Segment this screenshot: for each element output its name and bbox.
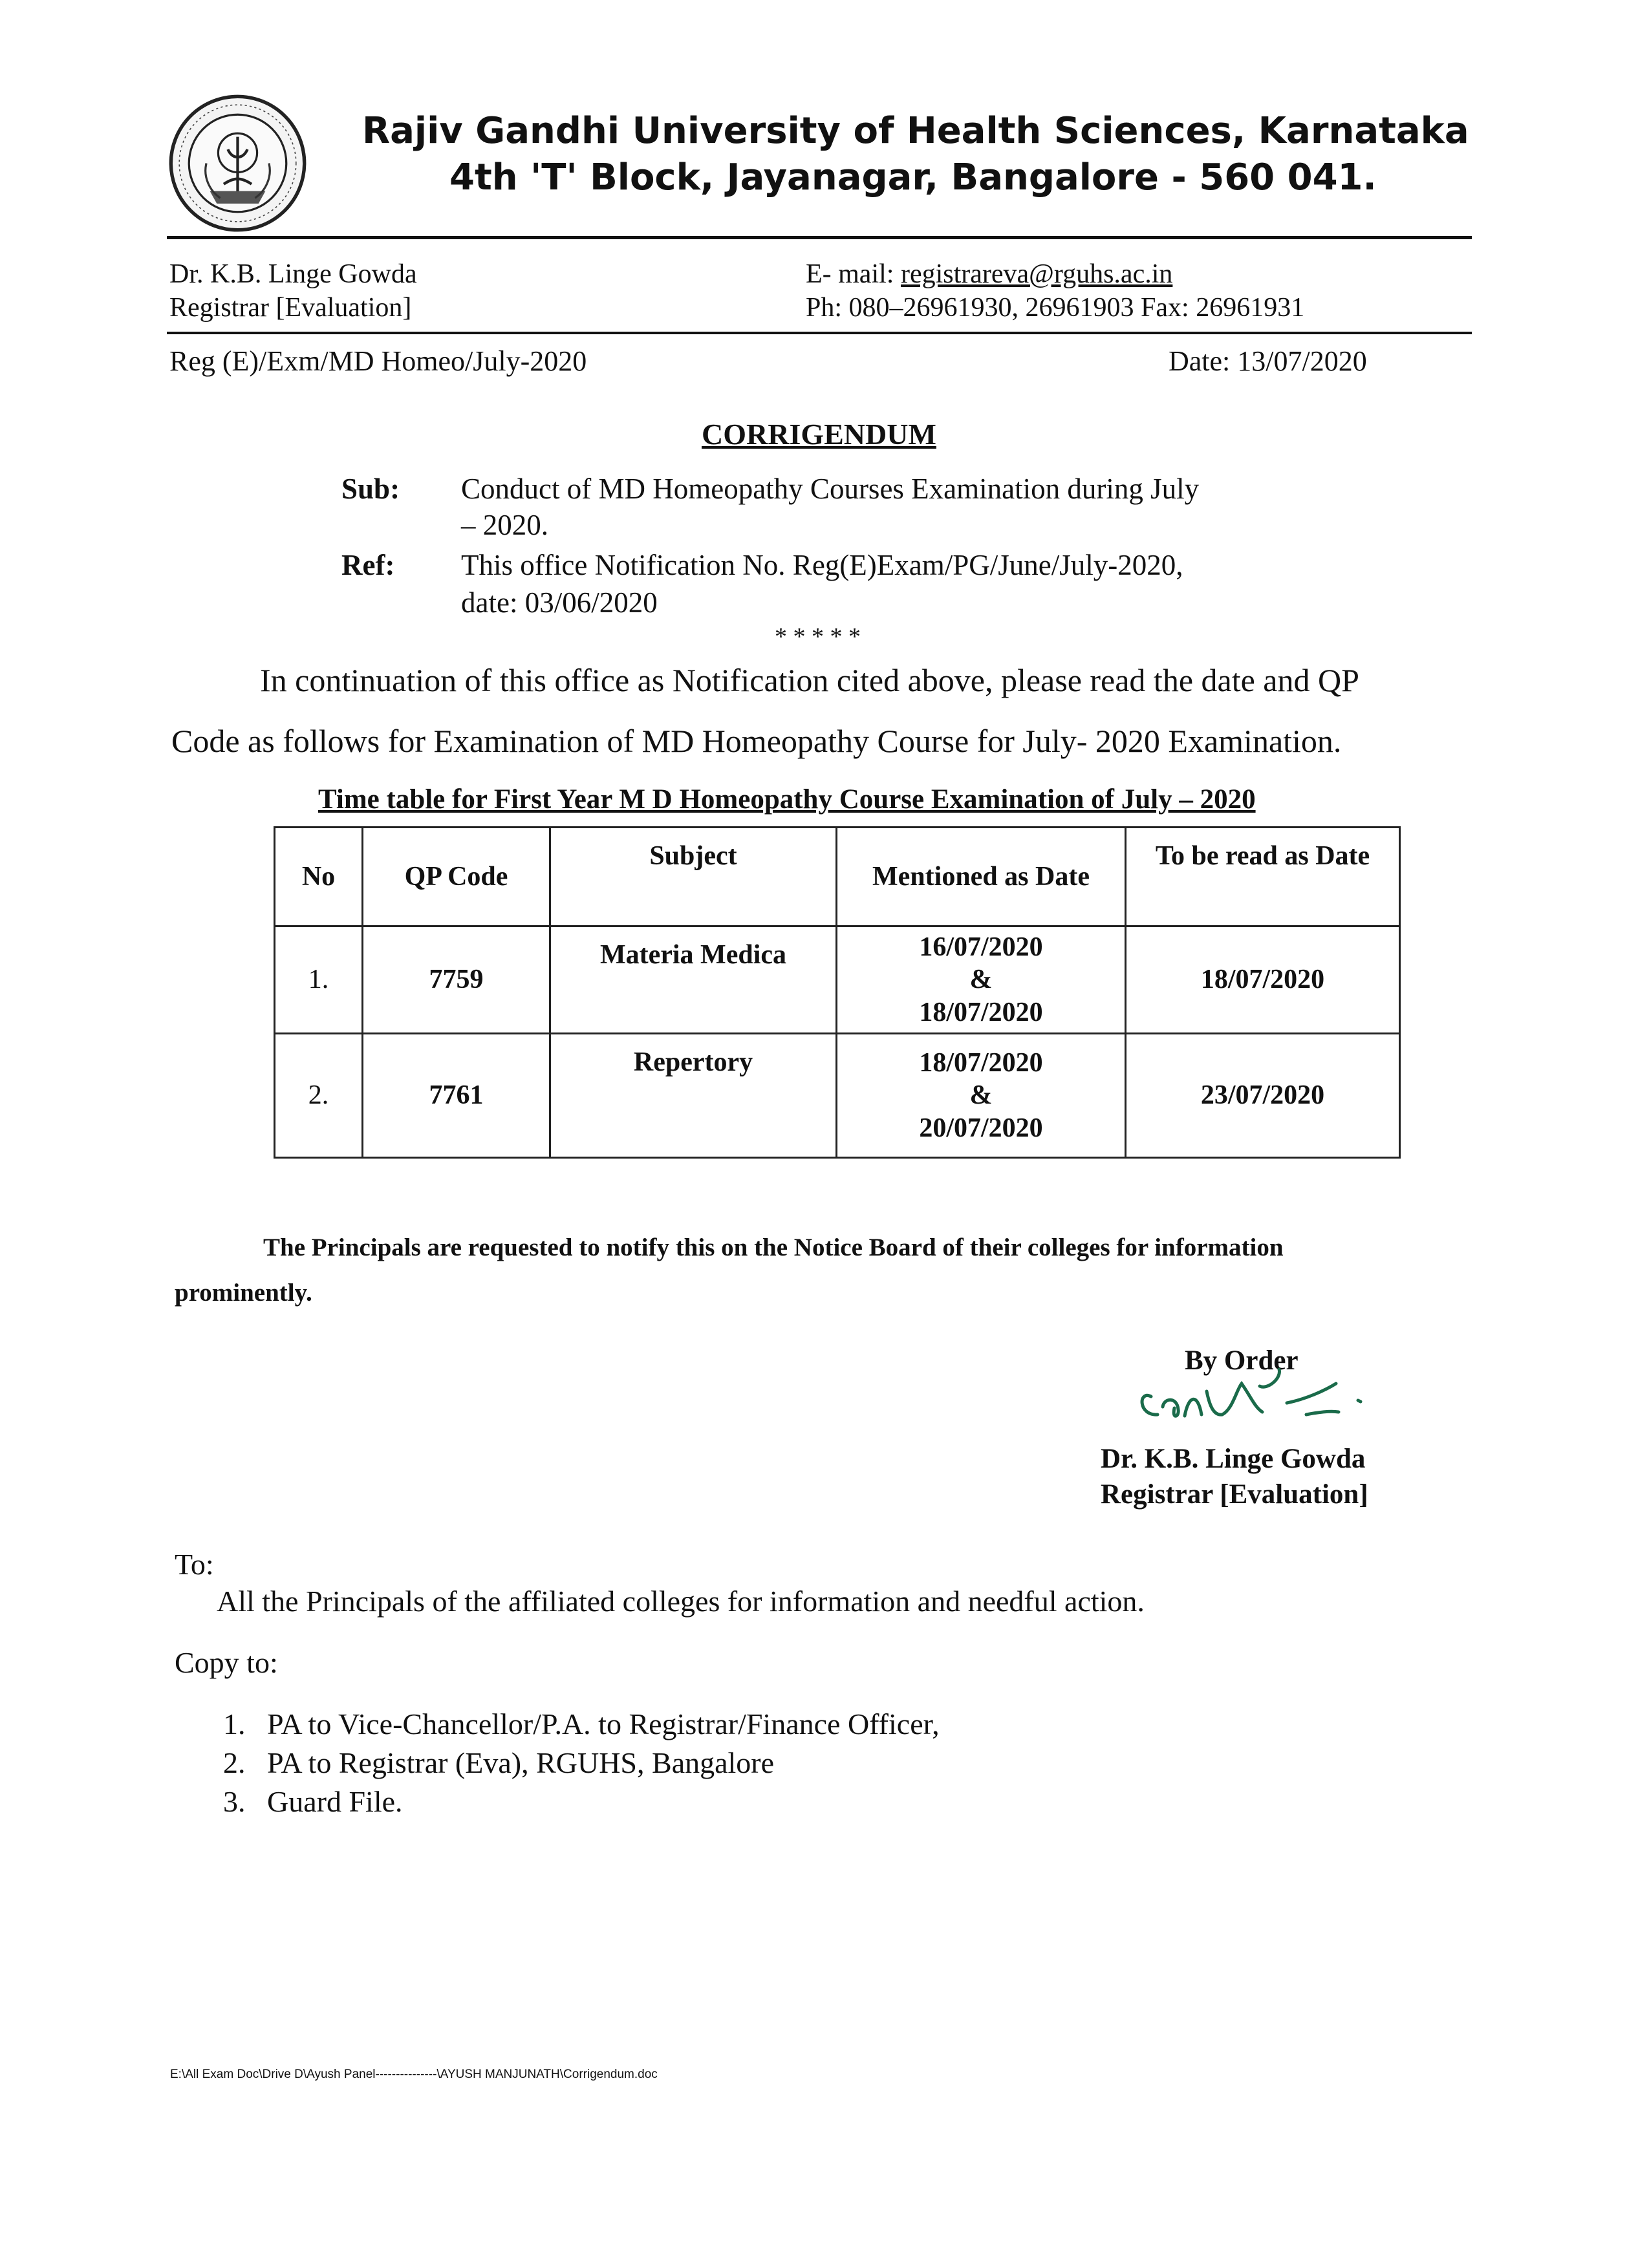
- mentioned-amp: &: [969, 1080, 993, 1111]
- notice-line-1: The Principals are requested to notify this on the Notice Board of their colleges for information: [263, 1234, 1284, 1261]
- subject-label: Sub:: [341, 473, 400, 505]
- copy-to-label: Copy to:: [175, 1646, 278, 1679]
- corrigendum-heading: CORRIGENDUM: [702, 418, 936, 451]
- university-address: 4th 'T' Block, Jayanagar, Bangalore - 560 041.: [449, 156, 1377, 198]
- row-qp-code: 7761: [363, 1034, 550, 1158]
- list-item: [223, 1707, 940, 1741]
- mentioned-date-1: 16/07/2020: [919, 932, 1043, 962]
- contact-divider: [167, 332, 1472, 334]
- row-mentioned-date: [837, 926, 1126, 1034]
- reference-number: Reg (E)/Exm/MD Homeo/July-2020: [169, 345, 587, 377]
- handwritten-signature: [1112, 1345, 1449, 1429]
- subject-line-2: – 2020.: [461, 509, 548, 541]
- header-no: No: [275, 828, 363, 926]
- email-label: E- mail:: [806, 259, 901, 289]
- phone-fax: Ph: 080–26961930, 26961903 Fax: 26961931: [806, 293, 1305, 323]
- registrar-designation: Registrar [Evaluation]: [169, 293, 412, 323]
- reference-line-1: This office Notification No. Reg(E)Exam/PG/June/July-2020,: [461, 549, 1183, 581]
- signatory-name: Dr. K.B. Linge Gowda: [1101, 1444, 1366, 1474]
- subject-line-1: Conduct of MD Homeopathy Courses Examination during July: [461, 473, 1200, 505]
- signatory-designation: Registrar [Evaluation]: [1101, 1479, 1368, 1510]
- row-mentioned-date: [837, 1034, 1126, 1158]
- paragraph-line-2: Code as follows for Examination of MD Homeopathy Course for July- 2020 Examination.: [171, 723, 1342, 759]
- row-read-as-date: 18/07/2020: [1126, 926, 1400, 1034]
- paragraph-line-1: In continuation of this office as Notification cited above, please read the date and QP: [260, 662, 1359, 698]
- reference-label: Ref:: [341, 549, 395, 581]
- list-item: [223, 1784, 403, 1819]
- list-item-text: PA to Registrar (Eva), RGUHS, Bangalore: [267, 1746, 775, 1779]
- header-divider: [167, 236, 1472, 239]
- header-mentioned-date: Mentioned as Date: [837, 828, 1126, 926]
- list-item-text: Guard File.: [267, 1785, 403, 1818]
- file-path-footer: E:\All Exam Doc\Drive D\Ayush Panel---------------\AYUSH MANJUNATH\Corrigendum.doc: [170, 2068, 658, 2081]
- separator-stars: * * * * *: [775, 623, 861, 650]
- mentioned-date-2: 20/07/2020: [919, 1113, 1043, 1143]
- mentioned-date-1: 18/07/2020: [919, 1048, 1043, 1078]
- to-label: To:: [175, 1548, 214, 1581]
- timetable-title: Time table for First Year M D Homeopathy Course Examination of July – 2020: [318, 784, 1256, 815]
- reference-line-2: date: 03/06/2020: [461, 586, 658, 619]
- to-text: All the Principals of the affiliated colleges for information and needful action.: [217, 1585, 1145, 1618]
- row-read-as-date: 23/07/2020: [1126, 1034, 1400, 1158]
- row-qp-code: 7759: [363, 926, 550, 1034]
- list-item-number: 2.: [223, 1746, 246, 1779]
- list-item-number: 3.: [223, 1785, 246, 1818]
- university-name: Rajiv Gandhi University of Health Sciences, Karnataka: [362, 110, 1469, 152]
- email-link[interactable]: registrareva@rguhs.ac.in: [900, 259, 1173, 289]
- row-no: 2.: [275, 1034, 363, 1158]
- list-item-number: 1.: [223, 1707, 246, 1740]
- mentioned-date-2: 18/07/2020: [919, 997, 1043, 1027]
- notice-line-2: prominently.: [175, 1279, 312, 1307]
- list-item-text: PA to Vice-Chancellor/P.A. to Registrar/Finance Officer,: [267, 1707, 940, 1740]
- university-seal-logo: [168, 94, 307, 233]
- header-read-as-date: To be read as Date: [1126, 828, 1400, 926]
- mentioned-amp: &: [969, 965, 993, 995]
- timetable: [274, 826, 1401, 1159]
- list-item: [223, 1746, 774, 1780]
- registrar-name: Dr. K.B. Linge Gowda: [169, 259, 417, 289]
- row-subject: Repertory: [550, 1034, 837, 1158]
- document-date: Date: 13/07/2020: [1169, 345, 1367, 377]
- by-order-label: By Order: [1185, 1345, 1299, 1376]
- header-qp-code: QP Code: [363, 828, 550, 926]
- row-subject: Materia Medica: [550, 926, 837, 1034]
- header-subject: Subject: [550, 828, 837, 926]
- table-row: [275, 926, 1400, 1034]
- row-no: 1.: [275, 926, 363, 1034]
- table-row: [275, 1034, 1400, 1158]
- timetable-header-row: [275, 828, 1400, 926]
- email-line: [806, 259, 1172, 290]
